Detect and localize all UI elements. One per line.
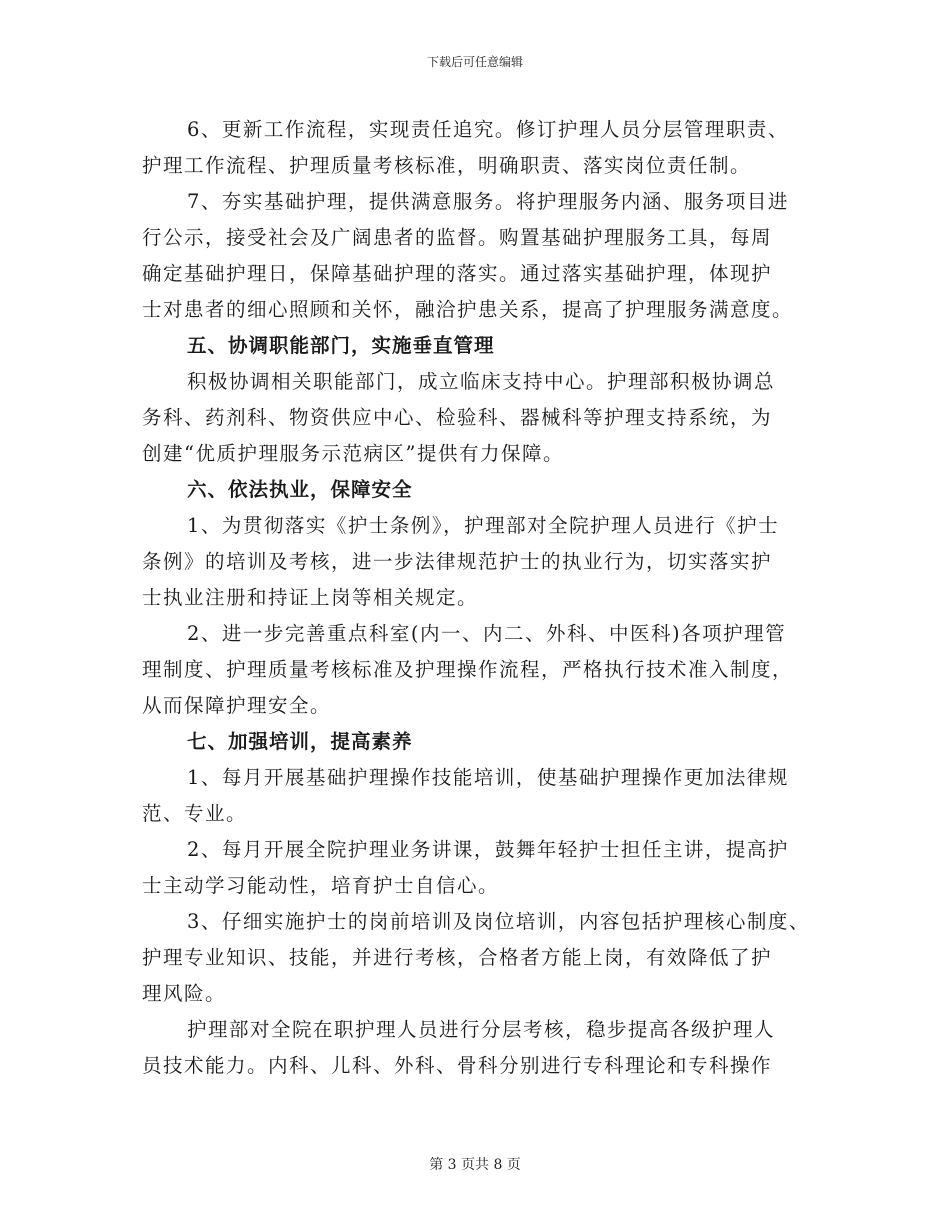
text-line: 士对患者的细心照顾和关怀，融洽护患关系，提高了护理服务满意度。 <box>142 298 794 321</box>
text-line: 士主动学习能动性，培育护士自信心。 <box>142 874 500 897</box>
text-line: 7、夯实基础护理，提供满意服务。将护理服务内涵、服务项目进 <box>187 190 789 213</box>
text-line: 护理专业知识、技能，并进行考核，合格者方能上岗，有效降低了护 <box>142 946 773 969</box>
text-line: 创建“优质护理服务示范病区”提供有力保障。 <box>142 442 564 465</box>
text-line: 6、更新工作流程，实现责任追究。修订护理人员分层管理职责、 <box>187 118 789 141</box>
document-body <box>142 112 812 1084</box>
section-heading: 五、协调职能部门，实施垂直管理 <box>187 334 495 357</box>
text-line: 理制度、护理质量考核标准及护理操作流程，严格执行技术准入制度， <box>142 658 794 681</box>
text-line: 1、每月开展基础护理操作技能培训，使基础护理操作更加法律规 <box>187 766 789 789</box>
text-line: 确定基础护理日，保障基础护理的落实。通过落实基础护理，体现护 <box>142 262 773 285</box>
text-line: 行公示，接受社会及广阔患者的监督。购置基础护理服务工具，每周 <box>142 226 773 249</box>
text-line: 务科、药剂科、物资供应中心、检验科、器械科等护理支持系统，为 <box>142 406 773 429</box>
text-line: 护理部对全院在职护理人员进行分层考核，稳步提高各级护理人 <box>187 1018 776 1041</box>
text-line: 护理工作流程、护理质量考核标准，明确职责、落实岗位责任制。 <box>142 154 752 177</box>
page-footer: 第 3 页共 8 页 <box>429 1157 521 1173</box>
text-line: 3、仔细实施护士的岗前培训及岗位培训，内容包括护理核心制度、 <box>187 910 810 933</box>
text-line: 2、进一步完善重点科室(内一、内二、外科、中医科)各项护理管 <box>187 622 787 645</box>
text-line: 积极协调相关职能部门，成立临床支持中心。护理部积极协调总 <box>187 370 776 393</box>
text-line: 士执业注册和持证上岗等相关规定。 <box>142 586 479 609</box>
text-line: 从而保障护理安全。 <box>142 694 332 717</box>
text-line: 2、每月开展全院护理业务讲课，鼓舞年轻护士担任主讲，提高护 <box>187 838 789 861</box>
section-heading: 七、加强培训，提高素养 <box>187 730 413 753</box>
text-line: 条例》的培训及考核，进一步法律规范护士的执业行为，切实落实护 <box>142 550 773 573</box>
page-header: 下载后可任意编辑 <box>426 55 523 69</box>
text-line: 理风险。 <box>142 982 227 1005</box>
text-line: 员技术能力。内科、儿科、外科、骨科分别进行专科理论和专科操作 <box>142 1054 773 1077</box>
text-line: 范、专业。 <box>142 802 248 825</box>
section-heading: 六、依法执业，保障安全 <box>187 478 413 501</box>
text-line: 1、为贯彻落实《护士条例》，护理部对全院护理人员进行《护士 <box>187 514 780 537</box>
